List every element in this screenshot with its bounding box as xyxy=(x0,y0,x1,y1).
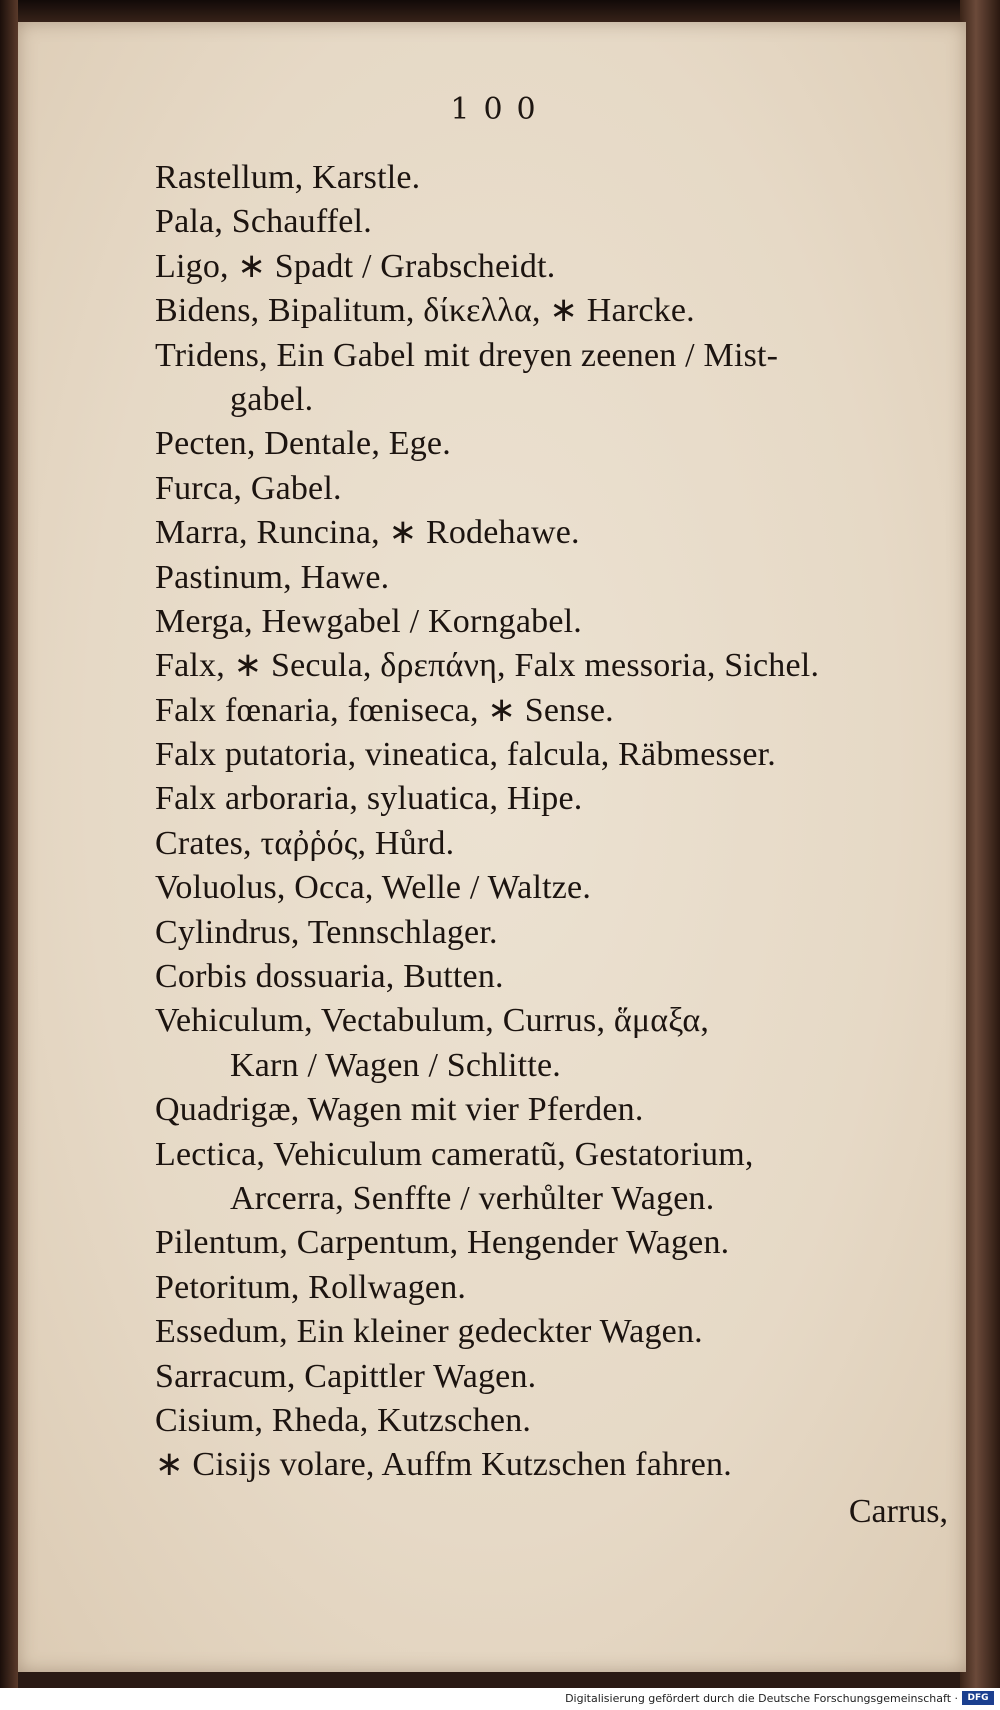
vocabulary-entry: Quadrigæ, Wagen mit vier Pferden. xyxy=(155,1091,644,1129)
book-cover-edge xyxy=(960,0,1000,1688)
vocabulary-entry: Furca, Gabel. xyxy=(155,469,342,507)
vocabulary-entry: Essedum, Ein kleiner gedeckter Wagen. xyxy=(155,1313,703,1351)
entry-continuation-line: Arcerra, Senffte / verhůlter Wagen. xyxy=(230,1179,715,1217)
vocabulary-entry: Falx arboraria, syluatica, Hipe. xyxy=(155,780,583,818)
vocabulary-entry: Corbis dossuaria, Butten. xyxy=(155,958,504,996)
book-top-edge xyxy=(0,0,1000,24)
vocabulary-entry: Rastellum, Karstle. xyxy=(155,159,421,196)
book-gutter xyxy=(0,0,18,1688)
vocabulary-entry: Cisium, Rheda, Kutzschen. xyxy=(155,1401,532,1439)
vocabulary-entry: Marra, Runcina, ∗ Rodehawe. xyxy=(155,514,580,552)
vocabulary-entry: Pastinum, Hawe. xyxy=(155,558,390,596)
entry-continuation-line: gabel. xyxy=(230,380,314,418)
vocabulary-entry: Pilentum, Carpentum, Hengender Wagen. xyxy=(155,1224,730,1262)
vocabulary-entry: Merga, Hewgabel / Korngabel. xyxy=(155,602,582,640)
vocabulary-entry: Falx, ∗ Secula, δρεπάνη, Falx messoria, Sichel. xyxy=(155,647,820,685)
vocabulary-entry: Ligo, ∗ Spadt / Grabscheidt. xyxy=(155,247,556,285)
digitization-credit: Digitalisierung gefördert durch die Deutsche Forschungsgemeinschaft · xyxy=(565,1692,958,1705)
catchword: Carrus, xyxy=(848,1493,948,1530)
vocabulary-entry: Cylindrus, Tennschlager. xyxy=(155,913,498,951)
page-number: 100 xyxy=(450,92,550,127)
vocabulary-entry: Falx putatoria, vineatica, falcula, Räbmesser. xyxy=(155,736,776,774)
vocabulary-entry: Pecten, Dentale, Ege. xyxy=(155,425,451,463)
vocabulary-entry: Voluolus, Occa, Welle / Waltze. xyxy=(155,869,592,907)
vocabulary-entry: Lectica, Vehiculum cameratũ, Gestatorium, xyxy=(155,1135,754,1173)
vocabulary-entry: Tridens, Ein Gabel mit dreyen zeenen / Mist- xyxy=(155,336,779,374)
entry-continuation-line: Karn / Wagen / Schlitte. xyxy=(230,1046,561,1084)
vocabulary-list xyxy=(155,156,965,1488)
vocabulary-entry: Crates, ταῤῥός, Hůrd. xyxy=(155,824,455,862)
vocabulary-entry: Bidens, Bipalitum, δίκελλα, ∗ Harcke. xyxy=(155,292,695,330)
vocabulary-entry: Petoritum, Rollwagen. xyxy=(155,1268,467,1306)
vocabulary-entry: Sarracum, Capittler Wagen. xyxy=(155,1357,537,1395)
vocabulary-entry: ∗ Cisijs volare, Auffm Kutzschen fahren. xyxy=(155,1446,732,1484)
dfg-logo: DFG xyxy=(962,1691,994,1705)
vocabulary-entry: Vehiculum, Vectabulum, Currus, ἅμαξα, xyxy=(155,1002,710,1040)
vocabulary-entry: Pala, Schauffel. xyxy=(155,203,372,241)
vocabulary-entry: Falx fœnaria, fœniseca, ∗ Sense. xyxy=(155,691,614,729)
